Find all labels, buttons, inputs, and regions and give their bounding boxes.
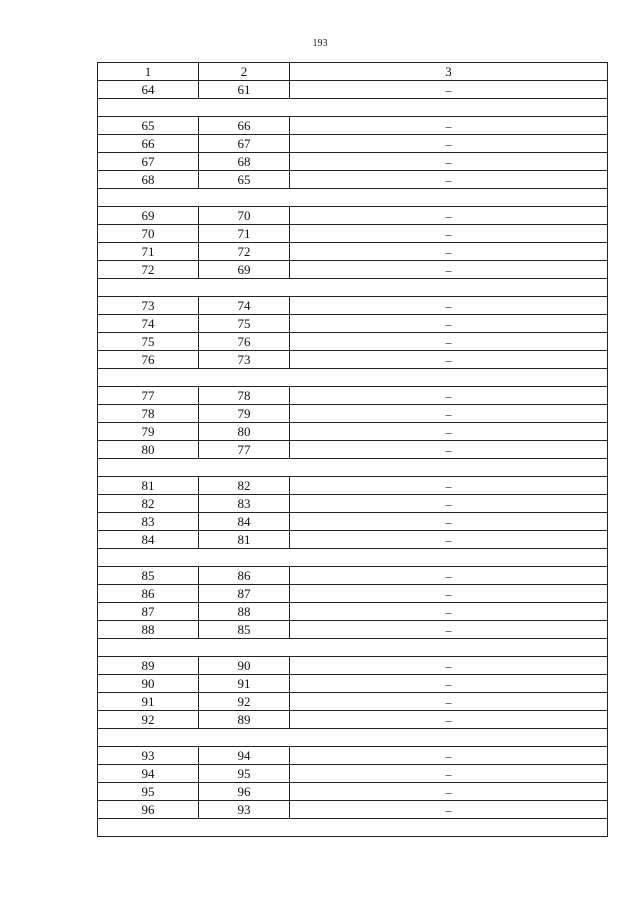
cell-col-1: 89: [98, 657, 199, 675]
cell-col-1: 92: [98, 711, 199, 729]
cell-col-2: 87: [199, 585, 290, 603]
cell-col-2: 72: [199, 243, 290, 261]
cell-col-2: 77: [199, 441, 290, 459]
table-row: [98, 315, 608, 333]
cell-col-1: 95: [98, 783, 199, 801]
cell-col-2: 84: [199, 513, 290, 531]
table-row: [98, 423, 608, 441]
table-body: [98, 81, 608, 837]
table-row: [98, 351, 608, 369]
cell-col-3: –: [290, 423, 608, 441]
cell-col-1: 67: [98, 153, 199, 171]
table-row: [98, 477, 608, 495]
cell-col-1: 96: [98, 801, 199, 819]
cell-col-1: 74: [98, 315, 199, 333]
cell-col-3: –: [290, 801, 608, 819]
separator-row: [98, 459, 608, 477]
separator-cell: [98, 639, 608, 657]
cell-col-1: 81: [98, 477, 199, 495]
table-row: [98, 153, 608, 171]
table-row: [98, 765, 608, 783]
cell-col-3: –: [290, 585, 608, 603]
cell-col-1: 75: [98, 333, 199, 351]
cell-col-1: 68: [98, 171, 199, 189]
table-row: [98, 603, 608, 621]
table-row: [98, 441, 608, 459]
cell-col-3: –: [290, 387, 608, 405]
cell-col-3: –: [290, 513, 608, 531]
cell-col-3: –: [290, 531, 608, 549]
cell-col-3: –: [290, 657, 608, 675]
cell-col-3: –: [290, 261, 608, 279]
cell-col-2: 88: [199, 603, 290, 621]
cell-col-3: –: [290, 333, 608, 351]
separator-row: [98, 819, 608, 837]
table-row: [98, 747, 608, 765]
cell-col-2: 70: [199, 207, 290, 225]
table-row: [98, 333, 608, 351]
cell-col-2: 94: [199, 747, 290, 765]
cell-col-3: –: [290, 351, 608, 369]
separator-cell: [98, 369, 608, 387]
cell-col-1: 82: [98, 495, 199, 513]
cell-col-3: –: [290, 171, 608, 189]
table-row: [98, 225, 608, 243]
cell-col-1: 85: [98, 567, 199, 585]
cell-col-3: –: [290, 405, 608, 423]
table-row: [98, 783, 608, 801]
cell-col-1: 76: [98, 351, 199, 369]
table-row: [98, 513, 608, 531]
cell-col-3: –: [290, 621, 608, 639]
separator-row: [98, 639, 608, 657]
cell-col-3: –: [290, 135, 608, 153]
cell-col-1: 64: [98, 81, 199, 99]
separator-cell: [98, 279, 608, 297]
cell-col-3: –: [290, 603, 608, 621]
cell-col-3: –: [290, 81, 608, 99]
separator-row: [98, 369, 608, 387]
cell-col-2: 81: [199, 531, 290, 549]
cell-col-2: 68: [199, 153, 290, 171]
cell-col-3: –: [290, 243, 608, 261]
cell-col-3: –: [290, 207, 608, 225]
cell-col-1: 70: [98, 225, 199, 243]
header-row: [98, 63, 608, 81]
separator-cell: [98, 729, 608, 747]
table-row: [98, 675, 608, 693]
cell-col-2: 89: [199, 711, 290, 729]
cell-col-1: 77: [98, 387, 199, 405]
cell-col-2: 96: [199, 783, 290, 801]
table-row: [98, 531, 608, 549]
cell-col-2: 61: [199, 81, 290, 99]
table-row: [98, 387, 608, 405]
separator-row: [98, 279, 608, 297]
cell-col-1: 93: [98, 747, 199, 765]
table-row: [98, 207, 608, 225]
cell-col-2: 66: [199, 117, 290, 135]
cell-col-1: 91: [98, 693, 199, 711]
cell-col-1: 69: [98, 207, 199, 225]
cell-col-3: –: [290, 315, 608, 333]
table-row: [98, 261, 608, 279]
cell-col-3: –: [290, 783, 608, 801]
separator-cell: [98, 189, 608, 207]
table-row: [98, 801, 608, 819]
separator-row: [98, 99, 608, 117]
cell-col-2: 75: [199, 315, 290, 333]
cell-col-3: –: [290, 297, 608, 315]
cell-col-2: 83: [199, 495, 290, 513]
cell-col-3: –: [290, 117, 608, 135]
table-row: [98, 171, 608, 189]
table-row: [98, 495, 608, 513]
cell-col-3: –: [290, 225, 608, 243]
separator-cell: [98, 549, 608, 567]
table-row: [98, 405, 608, 423]
cell-col-3: –: [290, 711, 608, 729]
cell-col-2: 95: [199, 765, 290, 783]
cell-col-2: 82: [199, 477, 290, 495]
table-row: [98, 657, 608, 675]
cell-col-2: 76: [199, 333, 290, 351]
cell-col-1: 87: [98, 603, 199, 621]
cell-col-2: 65: [199, 171, 290, 189]
cell-col-1: 66: [98, 135, 199, 153]
data-table: [97, 62, 608, 837]
separator-cell: [98, 819, 608, 837]
cell-col-1: 94: [98, 765, 199, 783]
cell-col-1: 79: [98, 423, 199, 441]
table-row: [98, 81, 608, 99]
cell-col-1: 65: [98, 117, 199, 135]
header-col-1: 1: [98, 63, 199, 81]
cell-col-2: 92: [199, 693, 290, 711]
separator-row: [98, 729, 608, 747]
separator-row: [98, 549, 608, 567]
table-row: [98, 117, 608, 135]
page-number: 193: [312, 38, 328, 49]
cell-col-2: 74: [199, 297, 290, 315]
separator-row: [98, 189, 608, 207]
cell-col-1: 83: [98, 513, 199, 531]
cell-col-1: 90: [98, 675, 199, 693]
cell-col-3: –: [290, 477, 608, 495]
cell-col-1: 80: [98, 441, 199, 459]
cell-col-2: 69: [199, 261, 290, 279]
cell-col-2: 91: [199, 675, 290, 693]
cell-col-3: –: [290, 441, 608, 459]
cell-col-2: 79: [199, 405, 290, 423]
table-row: [98, 693, 608, 711]
table-row: [98, 135, 608, 153]
cell-col-1: 86: [98, 585, 199, 603]
cell-col-1: 78: [98, 405, 199, 423]
table-row: [98, 585, 608, 603]
cell-col-2: 90: [199, 657, 290, 675]
cell-col-3: –: [290, 747, 608, 765]
cell-col-1: 84: [98, 531, 199, 549]
cell-col-3: –: [290, 567, 608, 585]
header-col-3: 3: [290, 63, 608, 81]
table-row: [98, 567, 608, 585]
cell-col-2: 93: [199, 801, 290, 819]
cell-col-2: 67: [199, 135, 290, 153]
cell-col-2: 71: [199, 225, 290, 243]
cell-col-1: 88: [98, 621, 199, 639]
cell-col-1: 73: [98, 297, 199, 315]
table-row: [98, 711, 608, 729]
cell-col-1: 72: [98, 261, 199, 279]
header-col-2: 2: [199, 63, 290, 81]
cell-col-2: 85: [199, 621, 290, 639]
cell-col-2: 86: [199, 567, 290, 585]
table-row: [98, 297, 608, 315]
table-row: [98, 621, 608, 639]
cell-col-3: –: [290, 693, 608, 711]
cell-col-1: 71: [98, 243, 199, 261]
cell-col-3: –: [290, 153, 608, 171]
separator-cell: [98, 99, 608, 117]
cell-col-2: 73: [199, 351, 290, 369]
separator-cell: [98, 459, 608, 477]
cell-col-3: –: [290, 765, 608, 783]
table-row: [98, 243, 608, 261]
cell-col-3: –: [290, 495, 608, 513]
cell-col-2: 80: [199, 423, 290, 441]
cell-col-2: 78: [199, 387, 290, 405]
cell-col-3: –: [290, 675, 608, 693]
